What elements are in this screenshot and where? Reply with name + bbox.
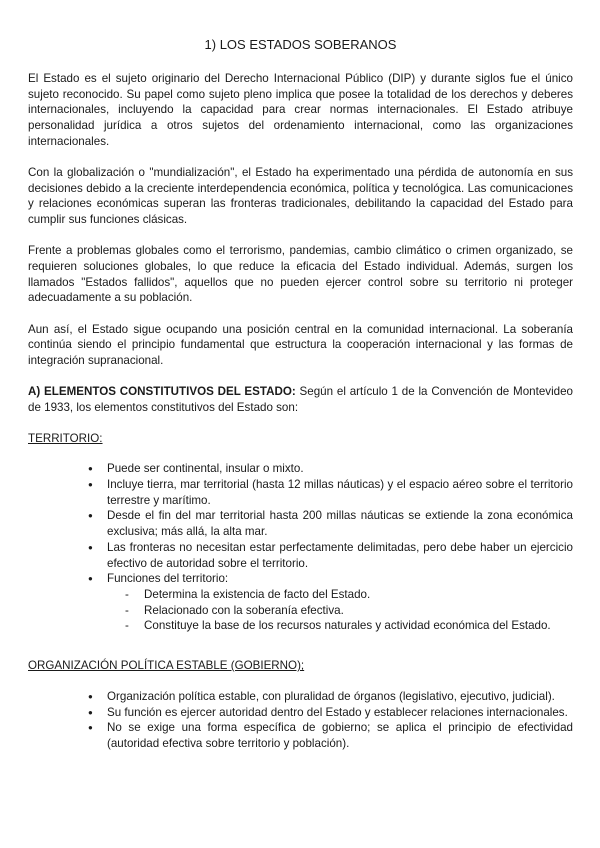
paragraph-global-problems: Frente a problemas globales como el terrorismo, pandemias, cambio climático o crimen organizado, se requieren soluciones globales, lo que reduce la eficacia del Estado individual. Además, surgen los llamados "Estados fallidos", aquellos que no pueden ejercer control sobre su territorio ni proteger adecuadamente a su población. (28, 244, 573, 305)
section-a-heading (28, 384, 573, 415)
list-item: ● Puede ser continental, insular o mixto. (107, 461, 573, 477)
paragraph-globalization: Con la globalización o "mundialización", el Estado ha experimentado una pérdida de autonomía en sus decisiones debido a la creciente interdependencia económica, política y tecnológica. Las comunicaciones y relaciones económicas superan las fronteras tradicionales, debilitando la capacidad del Estado para cumplir sus funciones clásicas. (28, 166, 573, 227)
page-title: 1) LOS ESTADOS SOBERANOS (204, 37, 397, 52)
functions-label: Funciones del territorio: (107, 572, 229, 586)
territorio-list (28, 461, 573, 634)
functions-list (107, 587, 573, 634)
list-item: ● Las fronteras no necesitan estar perfectamente delimitadas, pero debe haber un ejercicio efectivo de autoridad sobre el territorio. (107, 540, 573, 571)
section-a-title: A) ELEMENTOS CONSTITUTIVOS DEL ESTADO: (28, 385, 296, 399)
paragraph-intro: El Estado es el sujeto originario del Derecho Internacional Público (DIP) y durante siglos fue el único sujeto reconocido. Su papel como sujeto pleno implica que posee la totalidad de los derechos y deberes internacionales, incluyendo la capacidad para crear normas internacionales. El Estado atribuye personalidad jurídica a otros sujetos del ordenamiento internacional, como las organizaciones internacionales. (28, 72, 573, 148)
paragraph-central-role: Aun así, el Estado sigue ocupando una posición central en la comunidad internacional. La soberanía continúa siendo el principio fundamental que estructura la cooperación internacional y las formas de integración supranacional. (28, 322, 573, 368)
list-item: ● Su función es ejercer autoridad dentro del Estado y establecer relaciones internacionales. (107, 705, 573, 721)
list-item: ● No se exige una forma específica de gobierno; se aplica el principio de efectividad (autoridad efectiva sobre territorio y población). (107, 720, 573, 751)
list-item: ● Organización política estable, con pluralidad de órganos (legislativo, ejecutivo, judicial). (107, 689, 573, 705)
gobierno-list (28, 689, 573, 752)
sub-list-item: - Constituye la base de los recursos naturales y actividad económica del Estado. (144, 618, 573, 634)
list-item: ● Desde el fin del mar territorial hasta 200 millas náuticas se extiende la zona económica exclusiva; más allá, la alta mar. (107, 508, 573, 539)
list-item: ● Incluye tierra, mar territorial (hasta 12 millas náuticas) y el espacio aéreo sobre el territorio terrestre y marítimo. (107, 477, 573, 508)
section-spacer (28, 634, 573, 658)
gobierno-title: ORGANIZACIÓN POLÍTICA ESTABLE (GOBIERNO); (28, 659, 305, 673)
sub-list-item: - Relacionado con la soberanía efectiva. (144, 603, 573, 619)
list-item-functions (107, 571, 573, 634)
territorio-title: TERRITORIO: (28, 431, 103, 445)
sub-list-item: - Determina la existencia de facto del Estado. (144, 587, 573, 603)
section-a-intro: Según el artículo 1 de la Convención de Montevideo de 1933, los elementos constitutivos del Estado son: (28, 385, 573, 414)
